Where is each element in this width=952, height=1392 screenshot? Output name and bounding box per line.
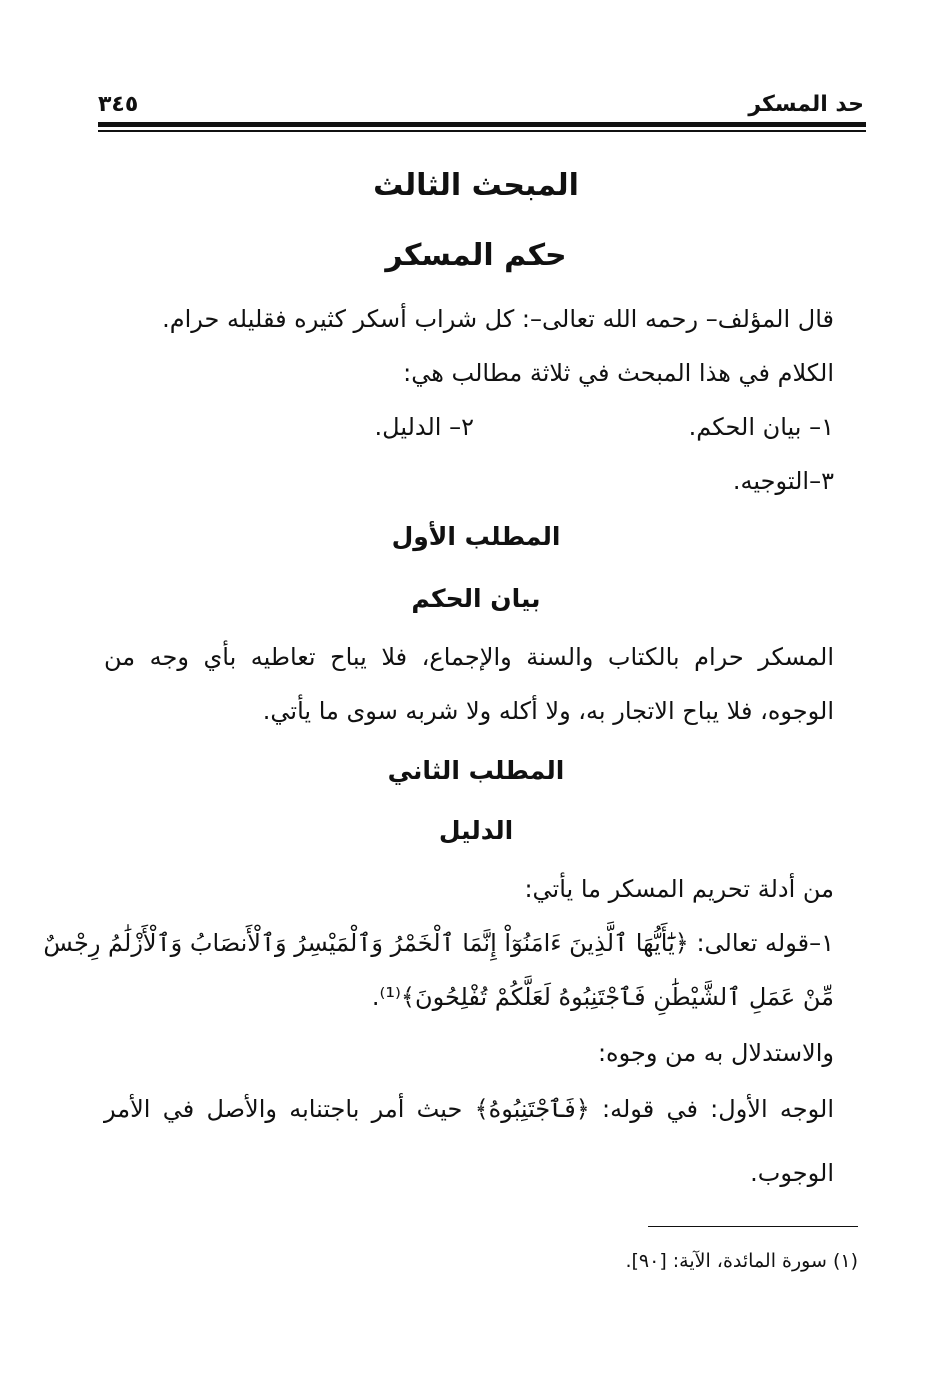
part1-line-1: المسكر حرام بالكتاب والسنة والإجماع، فلا يباح تعاطيه بأي وجه من bbox=[104, 643, 834, 671]
running-title: حد المسكر bbox=[748, 92, 864, 117]
section-heading: المبحث الثالث bbox=[373, 168, 579, 203]
part2-verse-line-2: مِّنْ عَمَلِ ٱلشَّيْطَٰنِ فَٱجْتَنِبُوهُ لَعَلَّكُمْ تُفْلِحُونَ﴾⁽¹⁾. bbox=[371, 983, 834, 1011]
part1-line-2: الوجوه، فلا يباح الاتجار به، ولا أكله ولا شربه سوى ما يأتي. bbox=[262, 697, 834, 725]
header-rule-thin bbox=[98, 130, 866, 132]
header-rule-thick bbox=[98, 122, 866, 127]
intro-line-1: قال المؤلف– رحمه الله تعالى–: كل شراب أسكر كثيره فقليله حرام. bbox=[162, 305, 834, 333]
part2-line-5: الوجه الأول: في قوله: ﴿فَٱجْتَنِبُوهُ﴾ حيث أمر باجتنابه والأصل في الأمر bbox=[104, 1095, 834, 1123]
page-number: ٣٤٥ bbox=[98, 92, 139, 117]
part2-verse-line-1: ١–قوله تعالى: ﴿يَٰٓأَيُّهَا ٱلَّذِينَ ءَامَنُوٓاْ إِنَّمَا ٱلْخَمْرُ وَٱلْمَيْسِرُ وَٱلْأَنصَابُ وَٱلْأَزْلَٰمُ رِجْسٌ bbox=[43, 929, 834, 957]
footnote: (١) سورة المائدة، الآية: [٩٠]. bbox=[625, 1250, 858, 1272]
intro-line-2: الكلام في هذا المبحث في ثلاثة مطالب هي: bbox=[403, 359, 834, 387]
part2-title: الدليل bbox=[438, 816, 514, 845]
part2-line-6: الوجوب. bbox=[750, 1159, 834, 1187]
part1-title: بيان الحكم bbox=[411, 584, 541, 613]
part1-heading: المطلب الأول bbox=[391, 522, 561, 551]
page-header bbox=[0, 88, 952, 128]
section-title: حكم المسكر bbox=[385, 238, 567, 273]
footnote-separator bbox=[648, 1226, 858, 1227]
intro-item-2: ٢– الدليل. bbox=[374, 413, 474, 441]
intro-item-1: ١– بيان الحكم. bbox=[688, 413, 834, 441]
part2-line-4: والاستدلال به من وجوه: bbox=[597, 1039, 834, 1067]
part2-line-1: من أدلة تحريم المسكر ما يأتي: bbox=[524, 875, 834, 903]
intro-item-3: ٣–التوجيه. bbox=[732, 467, 834, 495]
part2-heading: المطلب الثاني bbox=[387, 756, 565, 785]
